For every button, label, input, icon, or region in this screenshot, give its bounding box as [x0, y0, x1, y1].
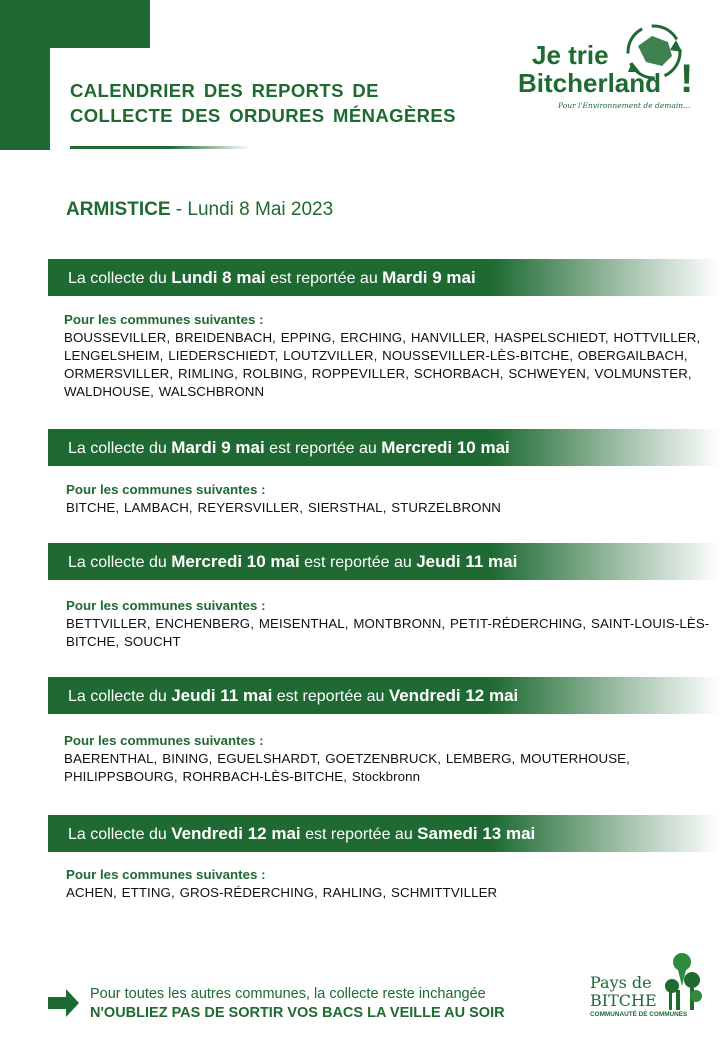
holiday-date: - Lundi 8 Mai 2023 [170, 199, 334, 220]
schedule-band: La collecte du Mercredi 10 mai est reportée au Jeudi 11 mai [48, 543, 720, 580]
holiday-heading [66, 199, 333, 221]
communes-label: Pour les communes suivantes : [66, 867, 266, 882]
holiday-name: ARMISTICE [66, 199, 171, 220]
band-to-day: Vendredi 12 mai [388, 686, 519, 705]
title-underline [70, 146, 250, 149]
band-to-day: Jeudi 11 mai [416, 552, 518, 571]
schedule-band: La collecte du Mardi 9 mai est reportée au Mercredi 10 mai [48, 429, 720, 466]
band-from-day: Lundi 8 mai [171, 268, 266, 287]
corner-decoration-left [0, 48, 50, 150]
corner-decoration-top [0, 0, 150, 48]
footer-note: Pour toutes les autres communes, la collecte reste inchangée [90, 986, 486, 1002]
band-from-day: Mardi 9 mai [171, 438, 265, 457]
communes-label: Pour les communes suivantes : [64, 733, 264, 748]
band-to-day: Samedi 13 mai [417, 824, 536, 843]
communes-list: ACHEN, ETTING, GROS-RÉDERCHING, RAHLING, SCHMITTVILLER [66, 885, 498, 900]
band-from-day: Mercredi 10 mai [171, 552, 300, 571]
pays-line-3: COMMUNAUTÉ DE COMMUNES [590, 1011, 688, 1018]
schedule-band: La collecte du Jeudi 11 mai est reportée au Vendredi 12 mai [48, 677, 720, 714]
communes-block [66, 866, 720, 902]
schedule-band: La collecte du Vendredi 12 mai est reportée au Samedi 13 mai [48, 815, 720, 852]
communes-block [64, 311, 720, 401]
logo-tagline: Pour l'Environnement de demain... [558, 101, 691, 110]
logo-line-1: Je trie [532, 40, 609, 70]
logo-line-2: Bitcherland [518, 68, 662, 98]
footer-warning: N'OUBLIEZ PAS DE SORTIR VOS BACS LA VEILLE AU SOIR [90, 1005, 505, 1021]
band-from-day: Vendredi 12 mai [171, 824, 301, 843]
pays-de-bitche-logo [586, 950, 706, 1028]
logo-exclaim: ! [680, 57, 694, 101]
je-trie-bitcherland-logo [512, 22, 702, 114]
communes-list: BETTVILLER, ENCHENBERG, MEISENTHAL, MONTBRONN, PETIT-RÉDERCHING, SAINT-LOUIS-LÈS-BITCHE, SOUCHT [66, 616, 710, 649]
communes-label: Pour les communes suivantes : [64, 312, 264, 327]
pays-line-1: Pays de [590, 973, 652, 992]
communes-block [66, 597, 720, 651]
pays-line-2: BITCHE [590, 991, 657, 1010]
band-to-day: Mardi 9 mai [382, 268, 476, 287]
communes-list: BITCHE, LAMBACH, REYERSVILLER, SIERSTHAL, STURZELBRONN [66, 500, 501, 515]
communes-list: BAERENTHAL, BINING, EGUELSHARDT, GOETZENBRUCK, LEMBERG, MOUTERHOUSE, PHILIPPSBOURG, ROHRBACH-LÈS-BITCHE, Stockbronn [64, 751, 630, 784]
page-title [70, 78, 456, 128]
title-line-2: COLLECTE DES ORDURES MÉNAGÈRES [70, 105, 456, 126]
band-to-day: Mercredi 10 mai [381, 438, 510, 457]
communes-list: BOUSSEVILLER, BREIDENBACH, EPPING, ERCHING, HANVILLER, HASPELSCHIEDT, HOTTVILLER, LENGELSHEIM, LIEDERSCHIEDT, LOUTZVILLER, NOUSSEVILLER-LÈS-BITCHE, OBERGAILBACH, ORMERSVILLER, RIMLING, ROLBING, ROPPEVILLER, SCHORBACH, SCHWEYEN, VOLMUNSTER, WALDHOUSE, WALSCHBRONN [64, 330, 701, 399]
title-line-1: CALENDRIER DES REPORTS DE [70, 80, 379, 101]
trees-family-icon [665, 953, 702, 1010]
communes-label: Pour les communes suivantes : [66, 598, 266, 613]
communes-label: Pour les communes suivantes : [66, 482, 266, 497]
communes-block [66, 481, 720, 517]
communes-block [64, 732, 720, 786]
schedule-band: La collecte du Lundi 8 mai est reportée au Mardi 9 mai [48, 259, 720, 296]
band-from-day: Jeudi 11 mai [171, 686, 273, 705]
arrow-right-icon [48, 988, 80, 1018]
